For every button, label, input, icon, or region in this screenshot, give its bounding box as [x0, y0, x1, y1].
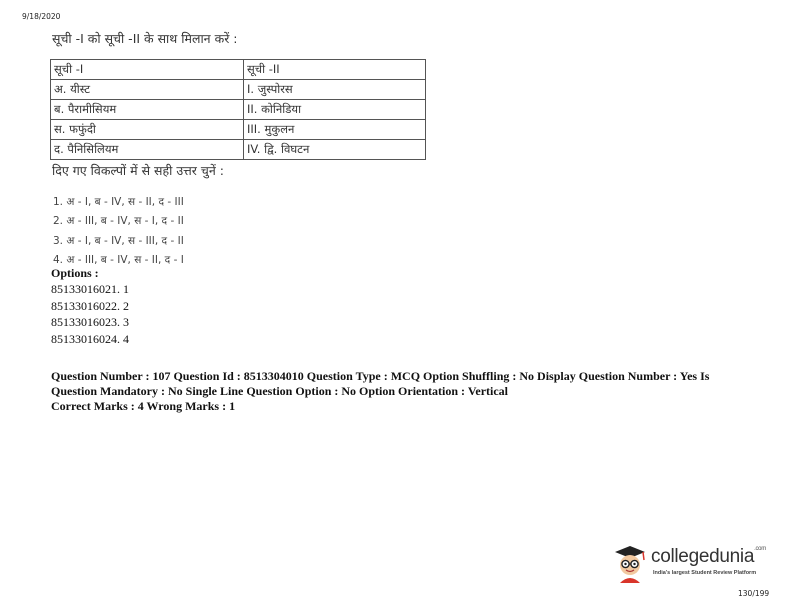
- logo-suffix: .com: [754, 546, 766, 552]
- choice-item: 2. अ - III, ब - IV, स - I, द - II: [53, 215, 184, 228]
- options-heading: Options :: [51, 266, 99, 280]
- logo-tagline: India's largest Student Review Platform: [653, 570, 757, 576]
- table-row: [51, 60, 426, 80]
- table-cell: III. मुकुलन: [244, 120, 426, 140]
- table-row: [51, 80, 426, 100]
- logo-wordmark: [651, 546, 766, 568]
- matching-table: [50, 59, 426, 160]
- option-item: 85133016022. 2: [51, 298, 129, 313]
- table-cell: सूची -I: [51, 60, 244, 80]
- option-list: [51, 281, 129, 347]
- metadata-line: Correct Marks : 4 Wrong Marks : 1: [51, 399, 236, 413]
- option-item: 85133016021. 1: [51, 282, 129, 296]
- choice-list: [53, 193, 184, 270]
- table-row: [51, 140, 426, 160]
- choice-item: 3. अ - I, ब - IV, स - III, द - II: [53, 234, 184, 247]
- table-cell: द. पैनिसिलियम: [51, 140, 244, 160]
- metadata-line: Question Number : 107 Question Id : 8513304010 Question Type : MCQ Option Shuffling : No Display Question Number : Yes Is: [51, 369, 710, 383]
- option-item: 85133016024. 4: [51, 331, 129, 346]
- table-cell: IV. द्वि. विघटन: [244, 140, 426, 160]
- table-cell: अ. यीस्ट: [51, 80, 244, 100]
- page-date: 9/18/2020: [22, 12, 61, 21]
- question-metadata: [51, 369, 751, 414]
- choice-item: 1. अ - I, ब - IV, स - II, द - III: [53, 196, 184, 208]
- table-cell: I. जुस्पोरस: [244, 80, 426, 100]
- page-number: 130/199: [738, 589, 770, 598]
- collegedunia-logo: [611, 543, 766, 583]
- choice-item: 4. अ - III, ब - IV, स - II, द - I: [53, 253, 184, 266]
- table-row: [51, 100, 426, 120]
- table-cell: II. कोनिडिया: [244, 100, 426, 120]
- sub-instruction: दिए गए विकल्पों में से सही उत्तर चुनें :: [52, 163, 224, 178]
- logo-name: collegedunia: [651, 546, 755, 567]
- metadata-line: Question Mandatory : No Single Line Question Option : No Option Orientation : Vertical: [51, 384, 509, 398]
- option-item: 85133016023. 3: [51, 315, 129, 329]
- table-cell: स. फफुंदी: [51, 120, 244, 140]
- table-cell: ब. पैरामीसियम: [51, 100, 244, 120]
- mascot-icon: [611, 543, 649, 583]
- table-cell: सूची -II: [244, 60, 426, 80]
- table-row: [51, 120, 426, 140]
- question-instruction: सूची -I को सूची -II के साथ मिलान करें :: [52, 31, 238, 46]
